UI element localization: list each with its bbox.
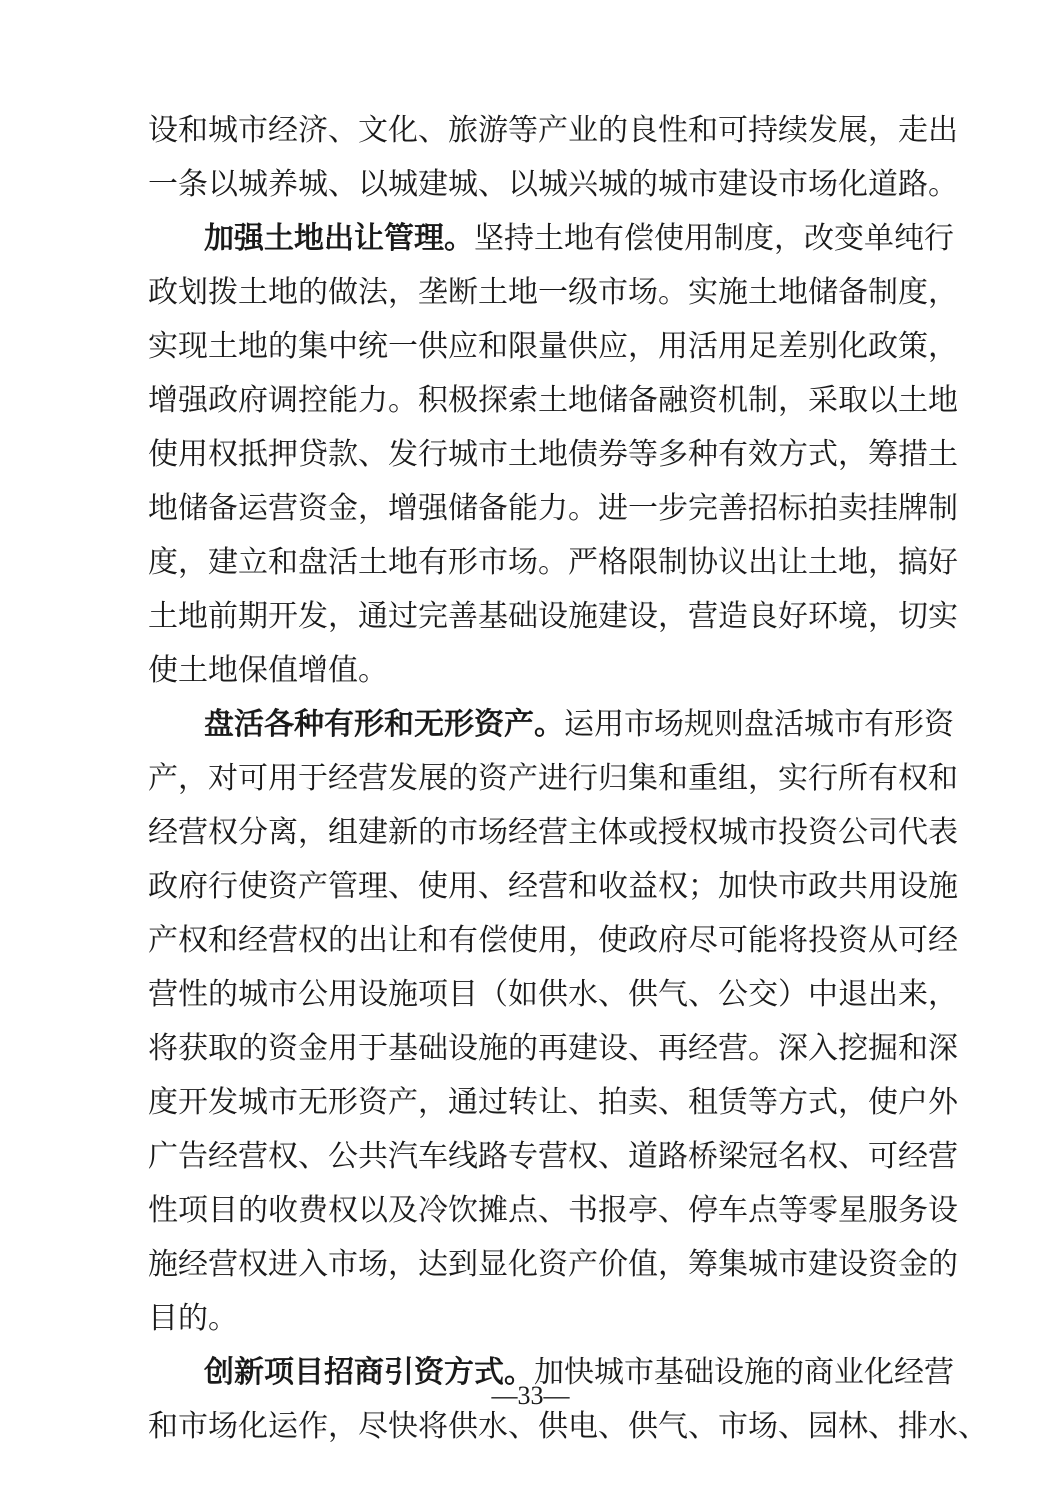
text-line: 增强政府调控能力。积极探索土地储备融资机制，采取以土地	[148, 383, 958, 418]
text-line: 产权和经营权的出让和有偿使用，使政府尽可能将投资从可经	[148, 923, 958, 958]
paragraph-heading: 加强土地出让管理。	[204, 221, 474, 256]
text-line: 使土地保值增值。	[148, 653, 388, 688]
document-body	[148, 104, 988, 1454]
text-line: 一条以城养城、以城建城、以城兴城的城市建设市场化道路。	[148, 167, 958, 202]
text-line: 政府行使资产管理、使用、经营和收益权；加快市政共用设施	[148, 869, 958, 904]
paragraph-heading: 盘活各种有形和无形资产。	[204, 707, 564, 742]
text-run: 坚持土地有偿使用制度，改变单纯行	[474, 221, 954, 256]
text-line: 度开发城市无形资产，通过转让、拍卖、租赁等方式，使户外	[148, 1085, 958, 1120]
paragraph-start-line	[148, 212, 954, 266]
text-line: 施经营权进入市场，达到显化资产价值，筹集城市建设资金的	[148, 1247, 958, 1282]
text-line: 经营权分离，组建新的市场经营主体或授权城市投资公司代表	[148, 815, 958, 850]
text-line: 将获取的资金用于基础设施的再建设、再经营。深入挖掘和深	[148, 1031, 958, 1066]
text-line: 设和城市经济、文化、旅游等产业的良性和可持续发展，走出	[148, 113, 958, 148]
text-line: 度，建立和盘活土地有形市场。严格限制协议出让土地，搞好	[148, 545, 958, 580]
text-line: 广告经营权、公共汽车线路专营权、道路桥梁冠名权、可经营	[148, 1139, 958, 1174]
text-line: 产，对可用于经营发展的资产进行归集和重组，实行所有权和	[148, 761, 958, 796]
paragraph-heading: 创新项目招商引资方式。	[204, 1355, 534, 1390]
text-line: 性项目的收费权以及冷饮摊点、书报亭、停车点等零星服务设	[148, 1193, 958, 1228]
text-line: 土地前期开发，通过完善基础设施建设，营造良好环境，切实	[148, 599, 958, 634]
page-number: —33—	[491, 1381, 570, 1410]
text-line: 政划拨土地的做法，垄断土地一级市场。实施土地储备制度，	[148, 275, 958, 310]
text-line: 营性的城市公用设施项目（如供水、供气、公交）中退出来，	[148, 977, 958, 1012]
text-line: 和市场化运作，尽快将供水、供电、供气、市场、园林、排水、	[148, 1409, 988, 1444]
text-line: 目的。	[148, 1301, 238, 1336]
paragraph-start-line	[148, 698, 954, 752]
text-run: 运用市场规则盘活城市有形资	[564, 707, 954, 742]
text-line: 实现土地的集中统一供应和限量供应，用活用足差别化政策，	[148, 329, 958, 364]
text-run: 加快城市基础设施的商业化经营	[534, 1355, 954, 1390]
text-line: 使用权抵押贷款、发行城市土地债券等多种有效方式，筹措土	[148, 437, 958, 472]
text-line: 地储备运营资金，增强储备能力。进一步完善招标拍卖挂牌制	[148, 491, 958, 526]
